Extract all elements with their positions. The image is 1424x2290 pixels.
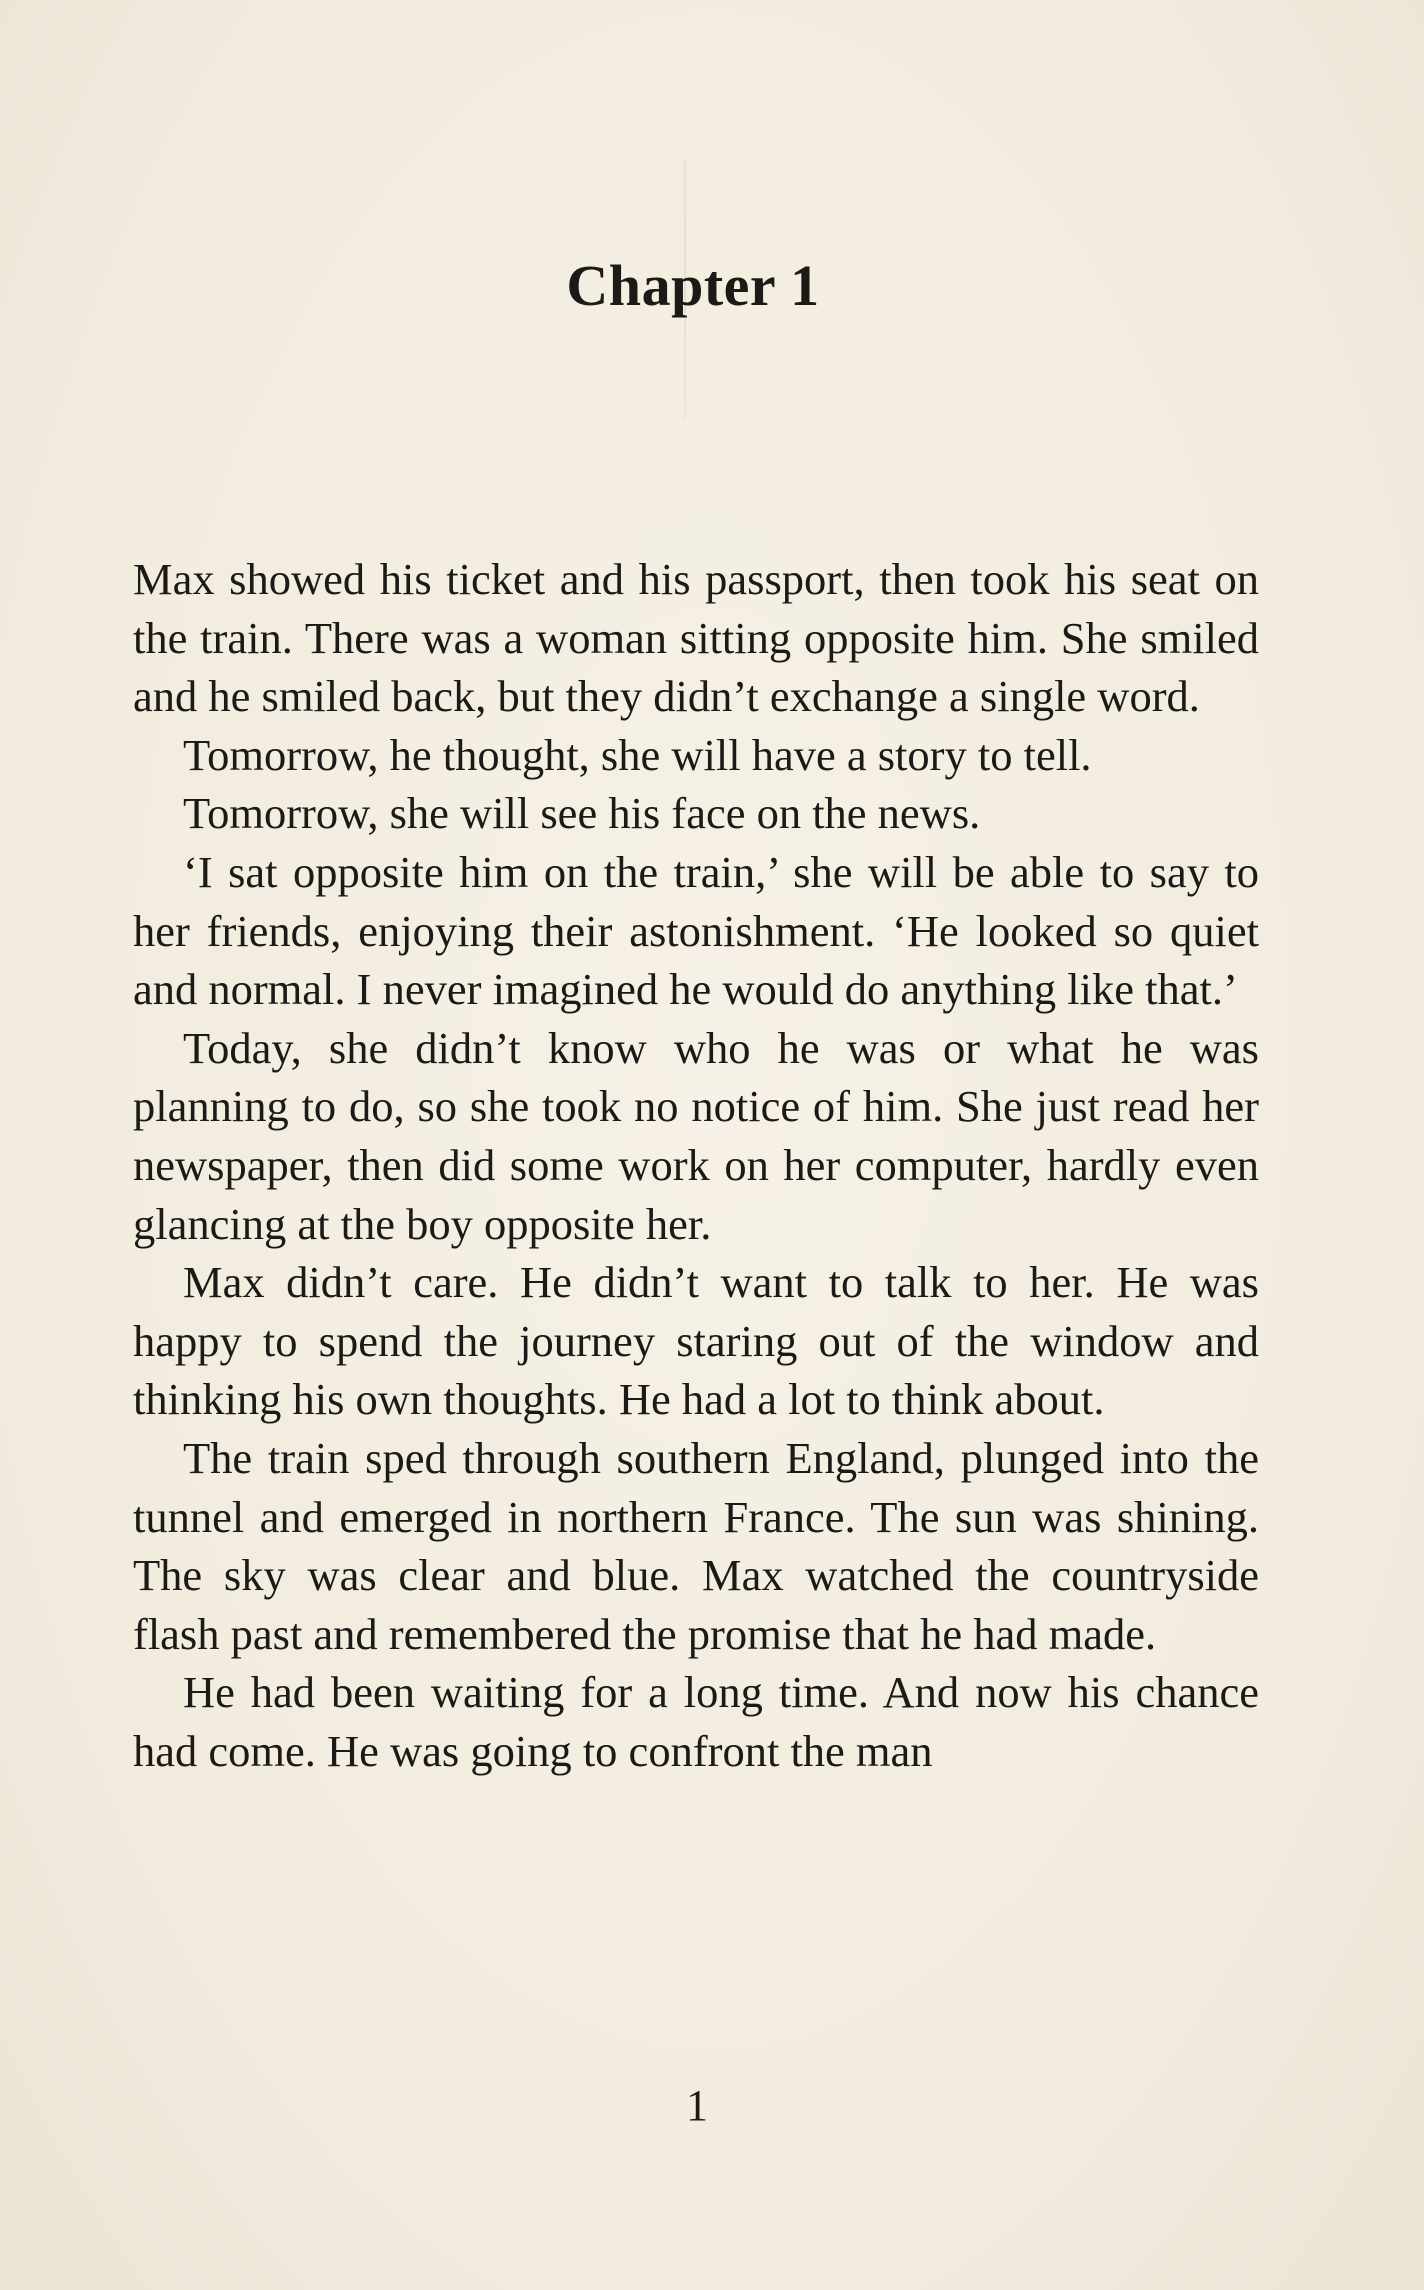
paragraph: The train sped through southern England, plunged into the tunnel and emerged in northern France. The sun was shining. The sky was clear and blue. Max watched the countryside flash past and remembered the promise that he had made. [133, 1432, 1259, 1659]
chapter-title: Chapter 1 [566, 253, 820, 318]
paragraph: Today, she didn’t know who he was or what he was planning to do, so she took no notice of him. She just read her newspaper, then did some work on her computer, hardly even glancing at the boy opposite her. [133, 1022, 1259, 1249]
paragraph: Max didn’t care. He didn’t want to talk to her. He was happy to spend the journey staring out of the window and thinking his own thoughts. He had a lot to think about. [133, 1257, 1259, 1425]
paragraph: Tomorrow, she will see his face on the news. [183, 788, 981, 839]
paragraph: Max showed his ticket and his passport, then took his seat on the train. There was a woman sitting opposite him. She smiled and he smiled back, but they didn’t exchange a single word. [133, 554, 1259, 722]
chapter-body [133, 550, 1259, 1780]
paragraph: He had been waiting for a long time. And now his chance had come. He was going to confront the man [133, 1667, 1259, 1776]
page-number: 1 [686, 2081, 708, 2130]
paragraph: Tomorrow, he thought, she will have a story to tell. [183, 729, 1092, 780]
paragraph: ‘I sat opposite him on the train,’ she will be able to say to her friends, enjoying their astonishment. ‘He looked so quiet and normal. I never imagined he would do anything like that.’ [133, 846, 1259, 1015]
